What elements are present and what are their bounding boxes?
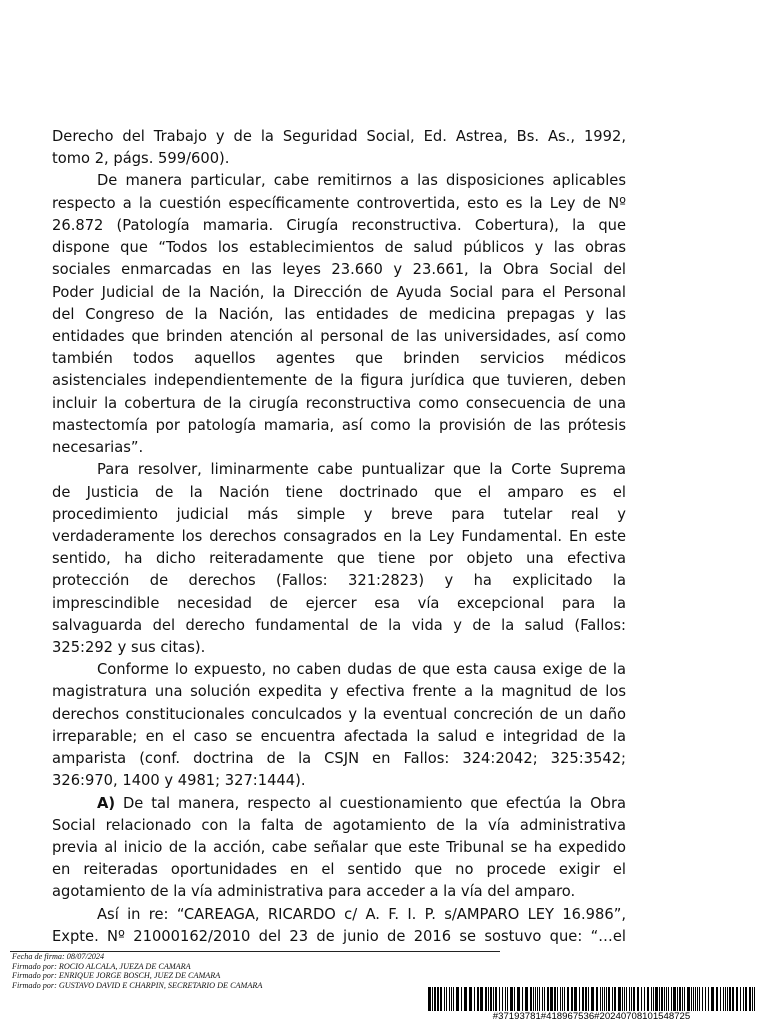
signature-footer [12, 952, 492, 990]
text-line: tomo 2, págs. 599/600). [52, 150, 230, 168]
paragraph [52, 793, 626, 904]
barcode-bar [723, 987, 724, 1011]
barcode-bar [514, 987, 515, 1011]
barcode-bar [562, 987, 563, 1011]
barcode-bar [708, 987, 709, 1011]
barcode-bar [437, 987, 439, 1011]
barcode-bar [624, 987, 625, 1011]
barcode-bar [428, 987, 431, 1011]
text-line: Expte. Nº 21000162/2010 del 23 de junio de 2016 se sostuvo que: “…el [52, 927, 626, 945]
barcode-bar [612, 987, 613, 1011]
barcode-bar [542, 987, 543, 1011]
barcode-bar [604, 987, 605, 1011]
signer-line: Firmado por: ROCIO ALCALA, JUEZA DE CAMARA [12, 961, 191, 971]
text-line: imprescindible necesidad de ejercer esa vía excepcional para la [52, 594, 626, 612]
text-line: amparista (conf. doctrina de la CSJN en Fallos: 324:2042; 325:3542; [52, 750, 626, 768]
barcode-bar [664, 987, 665, 1011]
barcode-bar [588, 987, 589, 1011]
barcode-number: #37193781#418967536#20240708101548725 [492, 1011, 691, 1022]
paragraph [52, 904, 626, 948]
barcode-bar [596, 987, 598, 1011]
barcode-bar [725, 987, 726, 1011]
barcode-bar [705, 987, 706, 1011]
barcode-bar [522, 987, 523, 1011]
barcode-bar [550, 987, 553, 1011]
barcode-bar [720, 987, 721, 1011]
barcode-bar [727, 987, 728, 1011]
barcode-bar [480, 987, 483, 1011]
barcode-bar [687, 987, 690, 1011]
barcode-bar [432, 987, 433, 1011]
text-line: sociales enmarcadas en las leyes 23.660 y 23.661, la Obra Social del [52, 261, 626, 279]
text-line [52, 793, 626, 815]
text-line: Poder Judicial de la Nación, la Dirección de Ayuda Social para el Personal [52, 283, 626, 301]
barcode-bar [453, 987, 454, 1011]
signature-date: Fecha de firma: 08/07/2024 [12, 952, 105, 961]
barcode-bar [525, 987, 528, 1011]
text-line: agotamiento de la vía administrativa para acceder a la vía del amparo. [52, 883, 576, 901]
barcode-bar [661, 987, 663, 1011]
text-line: en reiteradas oportunidades en el sentido que no procede exigir el [52, 861, 626, 879]
barcode-bar [560, 987, 561, 1011]
barcode-bar [547, 987, 549, 1011]
barcode-bar [505, 987, 506, 1011]
text-line: irreparable; en el caso se encuentra afectada la salud e integridad de la [52, 727, 626, 745]
text-line: previa al inicio de la acción, cabe señalar que este Tribunal se ha expedido [52, 839, 626, 856]
barcode-bar [614, 987, 616, 1011]
text-line: asistenciales independientemente de la figura jurídica que tuvieren, deben [52, 372, 626, 390]
barcode-bar [539, 987, 540, 1011]
barcode-bar [602, 987, 603, 1011]
barcode-bar [695, 987, 696, 1011]
paragraph [52, 459, 626, 659]
text-line: De manera particular, cabe remitirnos a las disposiciones aplicables [97, 172, 626, 190]
barcode-bar [716, 987, 718, 1011]
barcode-bar [488, 987, 489, 1011]
text-line: entidades que brinden atención al personal de las universidades, así como [52, 327, 626, 345]
barcode-bar [606, 987, 607, 1011]
text-line: incluir la cobertura de la cirugía reconstructiva como consecuencia de una [52, 394, 626, 412]
barcode-bar [653, 987, 654, 1011]
barcode-bar [641, 987, 642, 1011]
barcode-bar [736, 987, 738, 1011]
barcode-bar [699, 987, 700, 1011]
barcode-bar [493, 987, 494, 1011]
barcode-bar [697, 987, 698, 1011]
barcode-bar [574, 987, 577, 1011]
barcode-bar [659, 987, 660, 1011]
text-line: protección de derechos (Fallos: 321:2823) y ha explicitado la [52, 572, 626, 590]
barcode-bar [671, 987, 672, 1011]
barcode-bar [668, 987, 669, 1011]
barcode-bar [740, 987, 741, 1011]
barcode-bar [626, 987, 627, 1011]
barcode-bar [485, 987, 487, 1011]
text-line: verdaderamente los derechos consagrados en la Ley Fundamental. En este [52, 527, 626, 545]
body-text [52, 126, 626, 948]
barcode-bar [682, 987, 683, 1011]
barcode-bar [464, 987, 467, 1011]
barcode-bar [729, 987, 731, 1011]
barcode-bar [469, 987, 472, 1011]
barcode-bar [579, 987, 580, 1011]
text-line: Conforme lo expuesto, no caben dudas de que esta causa exige de la [97, 661, 626, 679]
text-line: dispone que “Todos los establecimientos de salud públicos y las obras [52, 239, 626, 257]
text-line: del Congreso de la Nación, las entidades de medicina prepagas y las [52, 305, 626, 323]
barcode-bar [693, 987, 694, 1011]
barcode-bar [557, 987, 558, 1011]
barcode-bar [456, 987, 459, 1011]
barcode-bar [655, 987, 658, 1011]
text-line: derechos constitucionales conculcados y la eventual concreción de un daño [52, 705, 626, 723]
barcode-bar [571, 987, 573, 1011]
barcode-bar [677, 987, 678, 1011]
barcode-bar [507, 987, 508, 1011]
barcode-bar [537, 987, 538, 1011]
barcode-bar [499, 987, 500, 1011]
barcode-bar [451, 987, 452, 1011]
barcode-bar [622, 987, 623, 1011]
barcode-bar [684, 987, 685, 1011]
barcode-bar [631, 987, 632, 1011]
text-line: Así in re: “CAREAGA, RICARDO c/ A. F. I. P. s/AMPARO LEY 16.986”, [97, 905, 626, 923]
signer-line: Firmado por: GUSTAVO DAVID E CHARPIN, SECRETARIO DE CAMARA [12, 980, 263, 990]
barcode-bar [702, 987, 703, 1011]
barcode-bar [608, 987, 610, 1011]
text-line: mastectomía por patología mamaria, así como la provisión de las prótesis [52, 416, 626, 434]
barcode-bar [745, 987, 747, 1011]
text-line: procedimiento judicial más simple y breve para tutelar real y [52, 505, 626, 523]
text-line: magistratura una solución expedita y efectiva frente a la magnitud de los [52, 683, 626, 701]
text-line: 325:292 y sus citas). [52, 639, 206, 657]
barcode-bar [535, 987, 536, 1011]
barcode-bar [567, 987, 569, 1011]
barcode-bar [644, 987, 645, 1011]
barcode-bar [434, 987, 436, 1011]
barcode-bar [637, 987, 639, 1011]
text-line: respecto a la cuestión específicamente controvertida, esto es la Ley de Nº [52, 194, 626, 212]
signer-line: Firmado por: ENRIQUE JORGE BOSCH, JUEZ DE CAMARA [12, 971, 221, 981]
text-line: Derecho del Trabajo y de la Seguridad Social, Ed. Astrea, Bs. As., 1992, [52, 128, 626, 145]
barcode-bar [461, 987, 462, 1011]
barcode-bar [679, 987, 681, 1011]
barcode-bar [449, 987, 450, 1011]
barcode-bar [647, 987, 649, 1011]
barcode-bar [477, 987, 479, 1011]
barcode-bar [502, 987, 503, 1011]
barcode-bar [749, 987, 751, 1011]
barcode-bar [754, 987, 755, 1011]
barcode-bar [752, 987, 753, 1011]
barcode-bar [495, 987, 497, 1011]
barcode [428, 987, 755, 1011]
barcode-bar [591, 987, 594, 1011]
barcode-bar [564, 987, 565, 1011]
text-line: sentido, ha dicho reiteradamente que tiene por objeto una efectiva [52, 550, 626, 568]
text-line: necesarias”. [52, 439, 144, 457]
barcode-bar [517, 987, 520, 1011]
barcode-bar [691, 987, 692, 1011]
barcode-bar [510, 987, 513, 1011]
text-line: salvaguarda del derecho fundamental de la vida y de la salud (Fallos: [52, 616, 626, 634]
section-label: A) [97, 794, 116, 812]
text-line: 26.872 (Patología mamaria. Cirugía reconstructiva. Cobertura), la que [52, 216, 626, 234]
text-line: Social relacionado con la falta de agotamiento de la vía administrativa [52, 816, 626, 834]
barcode-bar [651, 987, 652, 1011]
barcode-bar [618, 987, 621, 1011]
barcode-bar [711, 987, 714, 1011]
barcode-bar [440, 987, 442, 1011]
text-line: de Justicia de la Nación tiene doctrinado que el amparo es el [52, 483, 626, 501]
barcode-bar [544, 987, 545, 1011]
barcode-bar [732, 987, 734, 1011]
barcode-bar [629, 987, 630, 1011]
paragraph [52, 126, 626, 170]
text-line: Para resolver, liminarmente cabe puntualizar que la Corte Suprema [97, 461, 626, 479]
barcode-bar [582, 987, 584, 1011]
barcode-bar [743, 987, 744, 1011]
paragraph [52, 170, 626, 459]
barcode-bar [474, 987, 475, 1011]
barcode-bar [633, 987, 635, 1011]
barcode-bar [533, 987, 534, 1011]
paragraph [52, 659, 626, 792]
barcode-bar [446, 987, 447, 1011]
barcode-bar [666, 987, 667, 1011]
barcode-bar [554, 987, 556, 1011]
text-line: 326:970, 1400 y 4981; 327:1444). [52, 772, 306, 790]
barcode-bar [530, 987, 532, 1011]
barcode-bar [585, 987, 587, 1011]
text-line: también todos aquellos agentes que brinden servicios médicos [52, 350, 626, 368]
barcode-bar [673, 987, 676, 1011]
barcode-bar [600, 987, 601, 1011]
barcode-bar [444, 987, 445, 1011]
text-line-content: De tal manera, respecto al cuestionamiento que efectúa la Obra [123, 794, 626, 812]
barcode-bar [490, 987, 492, 1011]
